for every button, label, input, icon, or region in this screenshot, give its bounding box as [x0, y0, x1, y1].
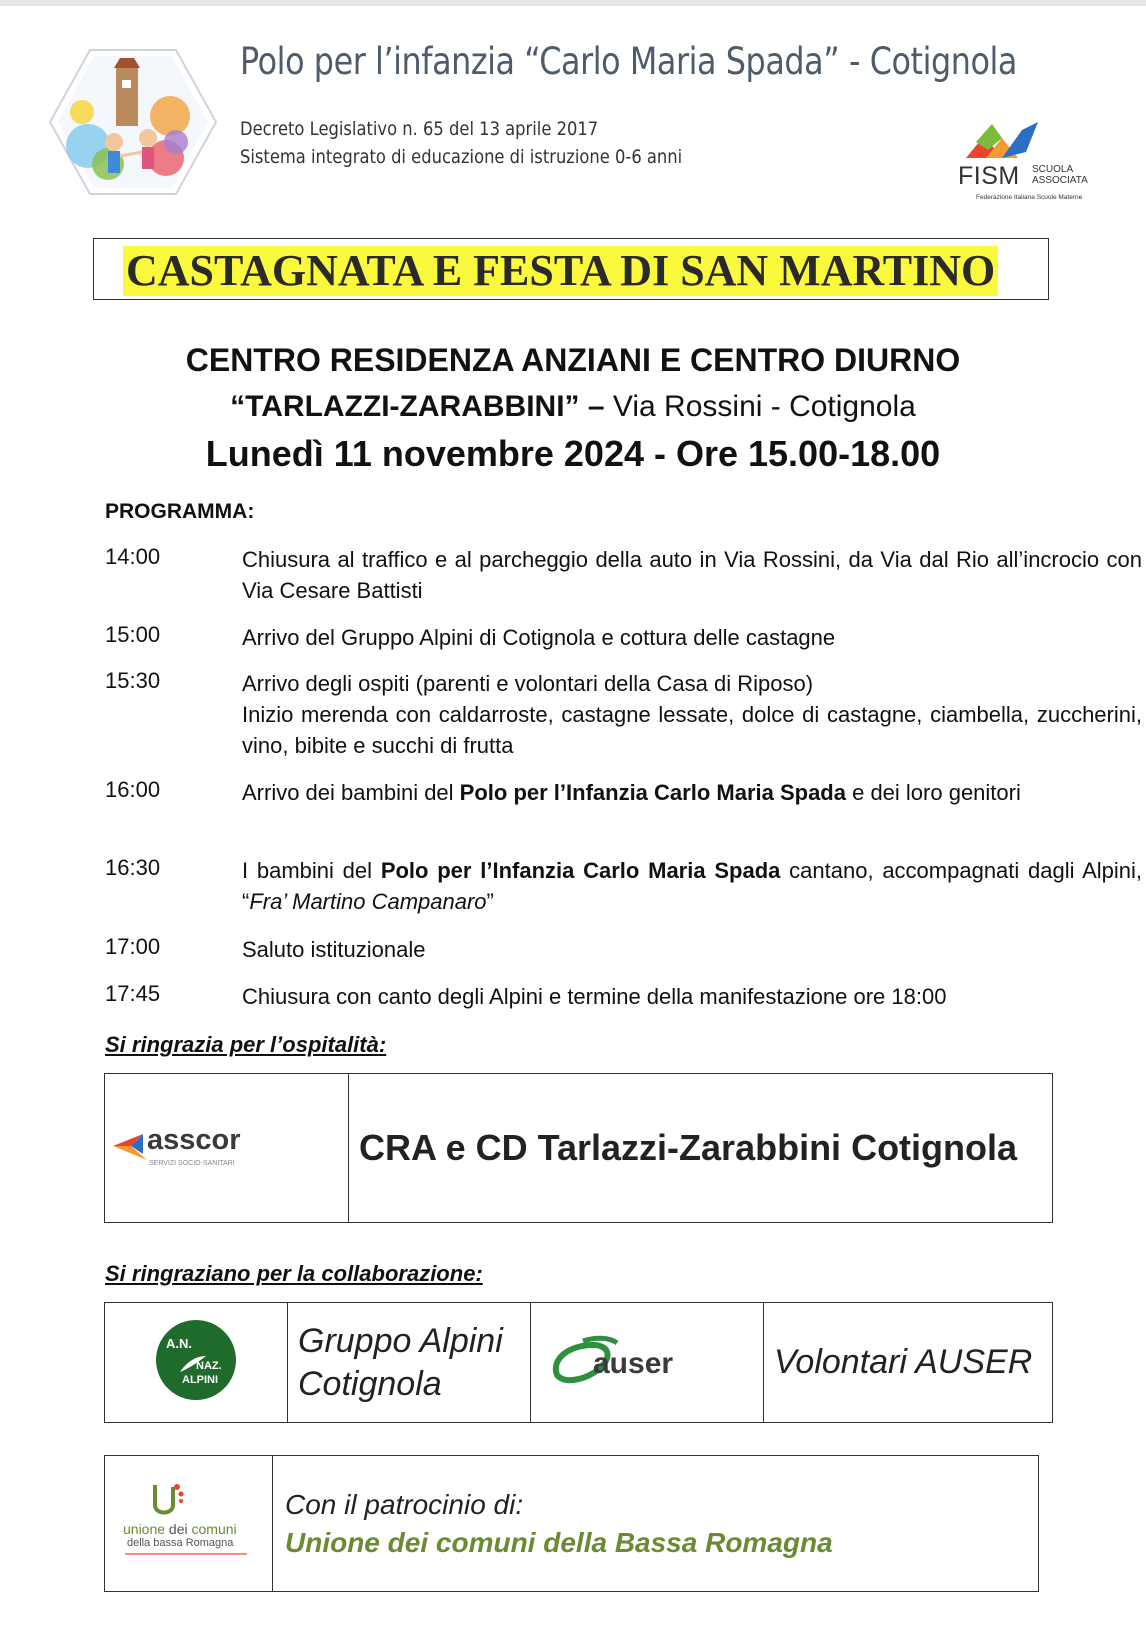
- alpini-name: [288, 1320, 530, 1406]
- patronage-text-cell: [273, 1456, 1039, 1592]
- text-span: ”: [486, 889, 494, 914]
- ana-logo-line: A.N.: [166, 1336, 192, 1351]
- venue-line1: CENTRO RESIDENZA ANZIANI E CENTRO DIURNO: [185, 342, 961, 378]
- hospitality-heading: Si ringrazia per l’ospitalità:: [105, 1032, 387, 1057]
- ana-logo: [156, 1320, 236, 1400]
- top-edge-line: [0, 0, 1146, 6]
- song-title: Fra’ Martino Campanaro: [249, 889, 487, 914]
- text-span: e dei loro genitori: [845, 780, 1021, 805]
- polo-infanzia-logo: [48, 46, 218, 198]
- patronage-name: Unione dei comuni della Bassa Romagna: [285, 1526, 833, 1558]
- school-name-bold: Polo per l’Infanzia Carlo Maria Spada: [380, 858, 781, 883]
- ana-logo-cell: [105, 1303, 288, 1423]
- unione-word: unione: [123, 1520, 166, 1537]
- program-heading: PROGRAMMA:: [105, 500, 255, 523]
- program-time: 16:30: [105, 855, 161, 880]
- event-title: CASTAGNATA E FESTA DI SAN MARTINO: [123, 246, 998, 296]
- fism-side-line1: SCUOLA: [1032, 164, 1074, 175]
- program-text-line: Inizio merenda con caldarroste, castagne lessate, dolce di castagne, ciambella, zuccherini, vino, bibite e succhi di frutta: [242, 702, 1142, 758]
- patronage-label: Con il patrocinio di:: [285, 1488, 524, 1520]
- text-span: Arrivo dei bambini del: [242, 780, 460, 805]
- program-text: Chiusura al traffico e al parcheggio della auto in Via Rossini, da Via dal Rio all’incrocio con Via Cesare Battisti: [242, 547, 1142, 603]
- program-time: 16:00: [105, 777, 161, 802]
- program-time: 17:00: [105, 934, 161, 959]
- program-time: 15:30: [105, 668, 161, 693]
- asscor-logo-cell: [105, 1074, 349, 1223]
- system-line: Sistema integrato di educazione di istruzione 0-6 anni: [240, 146, 683, 168]
- program-text-line: Arrivo degli ospiti (parenti e volontari della Casa di Riposo): [242, 671, 814, 696]
- fism-logo: [958, 122, 1098, 202]
- program-time: 17:45: [105, 981, 161, 1006]
- asscor-wordmark: asscor: [147, 1124, 241, 1156]
- text-span: cantano, accompagnati dagli Alpini, “: [242, 858, 1143, 914]
- feather-icon: [178, 1354, 208, 1374]
- program-time: 15:00: [105, 622, 161, 647]
- venue-line2: [0, 390, 1146, 424]
- collaboration-table: [104, 1302, 1053, 1423]
- alpini-name-cell: [288, 1303, 531, 1423]
- venue-address: Via Rossini - Cotignola: [604, 390, 916, 423]
- collaboration-heading: Si ringraziano per la collaborazione:: [105, 1261, 483, 1286]
- auser-logo-cell: [531, 1303, 764, 1423]
- event-date-time: Lunedì 11 novembre 2024 - Ore 15.00-18.00: [205, 433, 941, 474]
- dei-word: dei: [165, 1520, 192, 1537]
- text-span: I bambini del: [242, 858, 381, 883]
- patronage-table: [104, 1455, 1039, 1592]
- alpini-name-line: Cotignola: [298, 1364, 442, 1403]
- program-text: Chiusura con canto degli Alpini e termine della manifestazione ore 18:00: [242, 984, 947, 1009]
- auser-logo: [531, 1333, 763, 1393]
- hospitality-name-cell: [349, 1074, 1053, 1223]
- fism-name: FISM: [958, 162, 1020, 190]
- unione-logo-line1: [123, 1521, 237, 1537]
- unione-logo-rule: [125, 1553, 247, 1555]
- ana-logo-line: NAZ.: [196, 1360, 222, 1372]
- unione-logo-cell: [105, 1456, 273, 1592]
- asscor-tagline: SERVIZI SOCIO-SANITARI: [149, 1160, 235, 1167]
- program-time: 14:00: [105, 544, 161, 569]
- school-title: Polo per l’infanzia “Carlo Maria Spada” - Cotignola: [240, 40, 1018, 83]
- fism-mark-icon: [962, 122, 1042, 162]
- unione-logo: [105, 1481, 272, 1567]
- program-text: [242, 855, 1142, 917]
- unione-logo-line2: della bassa Romagna: [127, 1536, 234, 1549]
- program-text: [242, 777, 1142, 808]
- comuni-word: comuni: [191, 1520, 237, 1537]
- ana-logo-line: ALPINI: [182, 1374, 219, 1386]
- fism-federation: Federazione Italiana Scuole Materne: [976, 194, 1083, 201]
- program-text: [242, 668, 1142, 761]
- alpini-name-line: Gruppo Alpini: [298, 1321, 503, 1360]
- program-text: Arrivo del Gruppo Alpini di Cotignola e cottura delle castagne: [242, 625, 836, 650]
- fism-side-line2: ASSOCIATA: [1032, 175, 1088, 186]
- unione-mark-icon: [147, 1481, 187, 1521]
- auser-name: Volontari AUSER: [774, 1343, 1033, 1381]
- fism-side-text: [1032, 164, 1088, 186]
- hospitality-name: CRA e CD Tarlazzi-Zarabbini Cotignola: [359, 1127, 1018, 1168]
- hospitality-table: [104, 1073, 1053, 1223]
- auser-wordmark: auser: [593, 1346, 674, 1380]
- asscor-logo: [105, 1118, 348, 1178]
- program-text: Saluto istituzionale: [242, 937, 426, 962]
- school-name-bold: Polo per l’Infanzia Carlo Maria Spada: [459, 780, 846, 805]
- auser-name-cell: [764, 1303, 1053, 1423]
- decree-line: Decreto Legislativo n. 65 del 13 aprile 2017: [240, 118, 599, 140]
- venue-name: “TARLAZZI-ZARABBINI” –: [230, 390, 605, 423]
